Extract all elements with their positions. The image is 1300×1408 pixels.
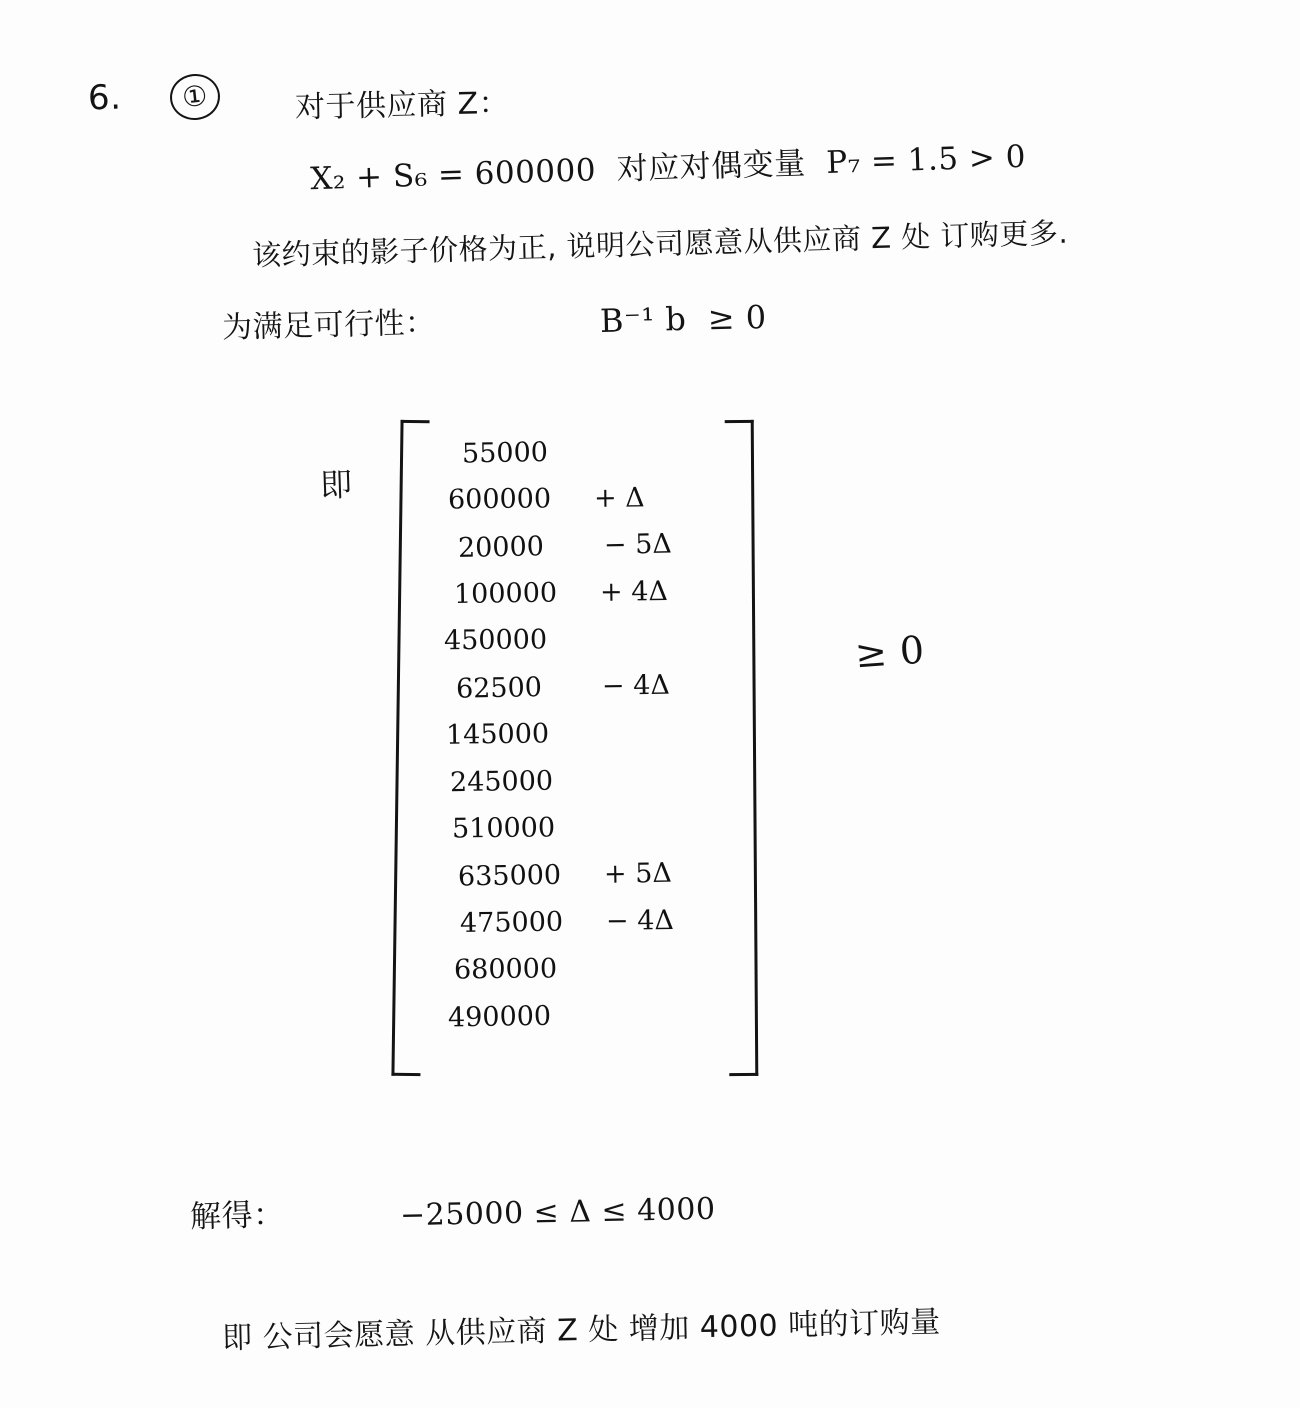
matrix-left-bracket: [391, 420, 429, 1076]
matrix-block: [396, 420, 756, 1070]
feasibility-label: 为满足可行性：: [221, 305, 436, 346]
matrix-cell-value: 100000: [453, 577, 558, 610]
matrix-cell-value: 62500: [455, 672, 543, 705]
matrix-cell-value: 490000: [447, 1000, 552, 1034]
matrix-row: [456, 660, 737, 712]
question-number: 6.: [87, 77, 122, 119]
matrix-cell-value: 635000: [457, 859, 562, 893]
matrix-cell-delta: + Δ: [593, 482, 645, 514]
matrix-cell-delta: − 5Δ: [603, 528, 673, 561]
matrix-cell-delta: + 5Δ: [603, 857, 673, 890]
matrix-row: [458, 519, 739, 572]
constraint-equation-line: X₂ + S₆ = 600000 对应对偶变量 P₇ = 1.5 > 0: [309, 138, 1027, 198]
heading-text: 对于供应商 Z：: [294, 85, 510, 126]
matrix-intro-label: 即: [319, 465, 354, 505]
matrix-cell-delta: − 4Δ: [601, 669, 671, 702]
matrix-cell-value: 55000: [461, 436, 549, 470]
matrix-row: [458, 849, 739, 901]
solve-label: 解得：: [189, 1196, 286, 1236]
matrix-row: [462, 426, 743, 478]
matrix-row: [448, 990, 729, 1042]
matrix-cell-value: 510000: [451, 812, 556, 845]
conclusion-text: 即 公司会愿意 从供应商 Z 处 增加 4000 吨的订购量: [221, 1304, 942, 1357]
matrix-row: [450, 755, 731, 806]
matrix-cell-delta: + 4Δ: [599, 575, 669, 608]
matrix-cell-value: 20000: [457, 531, 545, 564]
sub-item-circled-one: ①: [168, 72, 223, 123]
matrix-row: [444, 615, 724, 664]
matrix-cell-value: 450000: [443, 624, 548, 657]
matrix-row: [452, 803, 732, 853]
matrix-cell-value: 245000: [449, 765, 554, 799]
solution-range: −25000 ≤ Δ ≤ 4000: [399, 1191, 716, 1234]
feasibility-expression: B⁻¹ b ≥ 0: [599, 297, 768, 341]
shadow-price-explanation: 该约束的影子价格为正, 说明公司愿意从供应商 Z 处 订购更多.: [251, 215, 1069, 273]
matrix-cell-value: 145000: [445, 718, 550, 751]
matrix-inequality: ≥ 0: [853, 627, 927, 677]
matrix-row: [446, 708, 727, 758]
matrix-row: [448, 474, 728, 524]
matrix-cell-value: 680000: [453, 953, 558, 986]
matrix-cell-value: 600000: [447, 483, 552, 516]
matrix-rows: [443, 428, 728, 1039]
matrix-cell-value: 475000: [459, 906, 564, 939]
matrix-row: [454, 567, 735, 618]
matrix-cell-delta: − 4Δ: [605, 904, 675, 937]
matrix-row: [454, 944, 734, 994]
matrix-row: [460, 896, 741, 947]
